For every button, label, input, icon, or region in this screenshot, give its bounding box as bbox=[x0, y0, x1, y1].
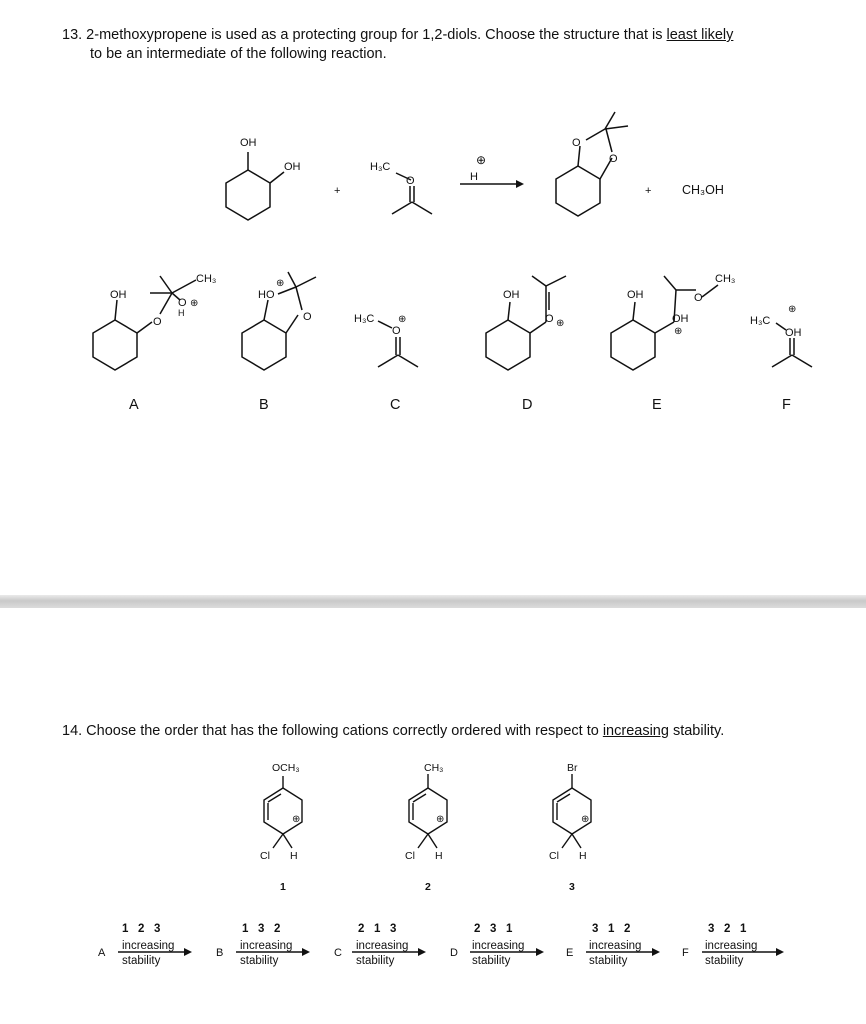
q14-text: 14. Choose the order that has the following cations correctly ordered with respect to bbox=[62, 723, 603, 739]
ring-label-cl: Cl bbox=[260, 850, 270, 862]
arrow-label-top: increasing bbox=[356, 940, 409, 952]
catalyst-charge: ⊕ bbox=[476, 153, 487, 167]
option-letter[interactable]: F bbox=[682, 947, 689, 959]
ring-label-h: H bbox=[290, 850, 298, 862]
arrow-label-bottom: stability bbox=[472, 955, 511, 967]
option-letter[interactable]: C bbox=[334, 947, 342, 959]
ring-label-h: H bbox=[579, 850, 587, 862]
choice-letter[interactable]: A bbox=[129, 397, 139, 413]
atom-label-oh: OH bbox=[110, 289, 127, 301]
q14-text-2: stability. bbox=[668, 723, 725, 739]
arrow-label-bottom: stability bbox=[705, 955, 744, 967]
arrow-label-top: increasing bbox=[240, 940, 293, 952]
arrow-label-bottom: stability bbox=[240, 955, 279, 967]
atom-label-oh: OH bbox=[627, 289, 644, 301]
atom-label-oh: OH bbox=[503, 289, 520, 301]
option-order: 2 1 3 bbox=[358, 923, 397, 935]
atom-label-o: O bbox=[392, 325, 401, 337]
atom-label-ch3: CH₃ bbox=[715, 273, 736, 285]
diol-oh-label: OH bbox=[240, 137, 257, 149]
atom-label-h3c: H₃C bbox=[354, 313, 375, 325]
cation-number: 3 bbox=[569, 881, 575, 893]
choice-letter[interactable]: D bbox=[522, 397, 533, 413]
arrow-label-bottom: stability bbox=[122, 955, 161, 967]
byproduct-label: CH₃OH bbox=[682, 183, 724, 197]
diol-oh-label: OH bbox=[284, 161, 301, 173]
acetal-oxygen-label: O bbox=[609, 153, 618, 165]
charge-plus: ⊕ bbox=[556, 318, 565, 329]
plus-sign: + bbox=[645, 185, 652, 197]
q13-text-2: to be an intermediate of the following reaction. bbox=[90, 46, 387, 62]
choice-letter[interactable]: E bbox=[652, 397, 662, 413]
arrow-label-bottom: stability bbox=[589, 955, 628, 967]
charge-plus: ⊕ bbox=[788, 304, 797, 315]
charge-plus: ⊕ bbox=[581, 814, 590, 825]
atom-label-o: O bbox=[545, 313, 554, 325]
arrow-label-bottom: stability bbox=[356, 955, 395, 967]
charge-plus: ⊕ bbox=[436, 814, 445, 825]
atom-label-oh: OH bbox=[672, 313, 689, 325]
atom-label-oh: OH bbox=[785, 327, 802, 339]
reagent-methyl-label: H₃C bbox=[370, 161, 391, 173]
option-letter[interactable]: E bbox=[566, 947, 574, 959]
cation-substituent: Br bbox=[567, 762, 578, 774]
charge-plus: ⊕ bbox=[398, 314, 407, 325]
arrow-label-top: increasing bbox=[472, 940, 525, 952]
atom-label-h3c: H₃C bbox=[750, 315, 771, 327]
ring-label-cl: Cl bbox=[549, 850, 559, 862]
atom-label-o: O bbox=[303, 311, 312, 323]
choice-letter[interactable]: F bbox=[782, 397, 791, 413]
q13-text: 13. 2-methoxypropene is used as a protecting group for 1,2-diols. Choose the structure that is bbox=[62, 27, 667, 43]
reagent-oxygen-label: O bbox=[406, 175, 415, 187]
atom-label-o: O bbox=[178, 297, 187, 309]
atom-label-h: H bbox=[178, 308, 185, 318]
option-letter[interactable]: B bbox=[216, 947, 224, 959]
atom-label-o: O bbox=[153, 316, 162, 328]
option-order: 3 1 2 bbox=[592, 923, 631, 935]
cation-substituent: CH₃ bbox=[424, 762, 444, 774]
option-letter[interactable]: D bbox=[450, 947, 458, 959]
arrow-label-top: increasing bbox=[589, 940, 642, 952]
q14-emphasis: increasing bbox=[602, 723, 669, 739]
option-order: 1 3 2 bbox=[242, 923, 281, 935]
charge-plus: ⊕ bbox=[276, 278, 285, 289]
option-order: 2 3 1 bbox=[474, 923, 513, 935]
plus-sign: + bbox=[334, 185, 341, 197]
cation-number: 2 bbox=[425, 881, 431, 893]
ring-label-cl: Cl bbox=[405, 850, 415, 862]
atom-label-o: O bbox=[694, 292, 703, 304]
catalyst-h-label: H bbox=[470, 171, 478, 183]
charge-plus: ⊕ bbox=[190, 298, 199, 309]
q13-emphasis: least likely bbox=[666, 27, 734, 43]
cation-substituent: OCH₃ bbox=[272, 762, 300, 774]
choice-letter[interactable]: C bbox=[390, 397, 401, 413]
cation-number: 1 bbox=[280, 881, 286, 893]
ring-label-h: H bbox=[435, 850, 443, 862]
option-order: 1 2 3 bbox=[122, 923, 161, 935]
arrow-label-top: increasing bbox=[122, 940, 175, 952]
atom-label-ch3: CH₃ bbox=[196, 273, 217, 285]
option-order: 3 2 1 bbox=[708, 923, 747, 935]
option-letter[interactable]: A bbox=[98, 947, 106, 959]
acetal-oxygen-label: O bbox=[572, 137, 581, 149]
atom-label-ho: HO bbox=[258, 289, 275, 301]
charge-plus: ⊕ bbox=[674, 326, 683, 337]
charge-plus: ⊕ bbox=[292, 814, 301, 825]
choice-letter[interactable]: B bbox=[259, 397, 269, 413]
arrow-label-top: increasing bbox=[705, 940, 758, 952]
